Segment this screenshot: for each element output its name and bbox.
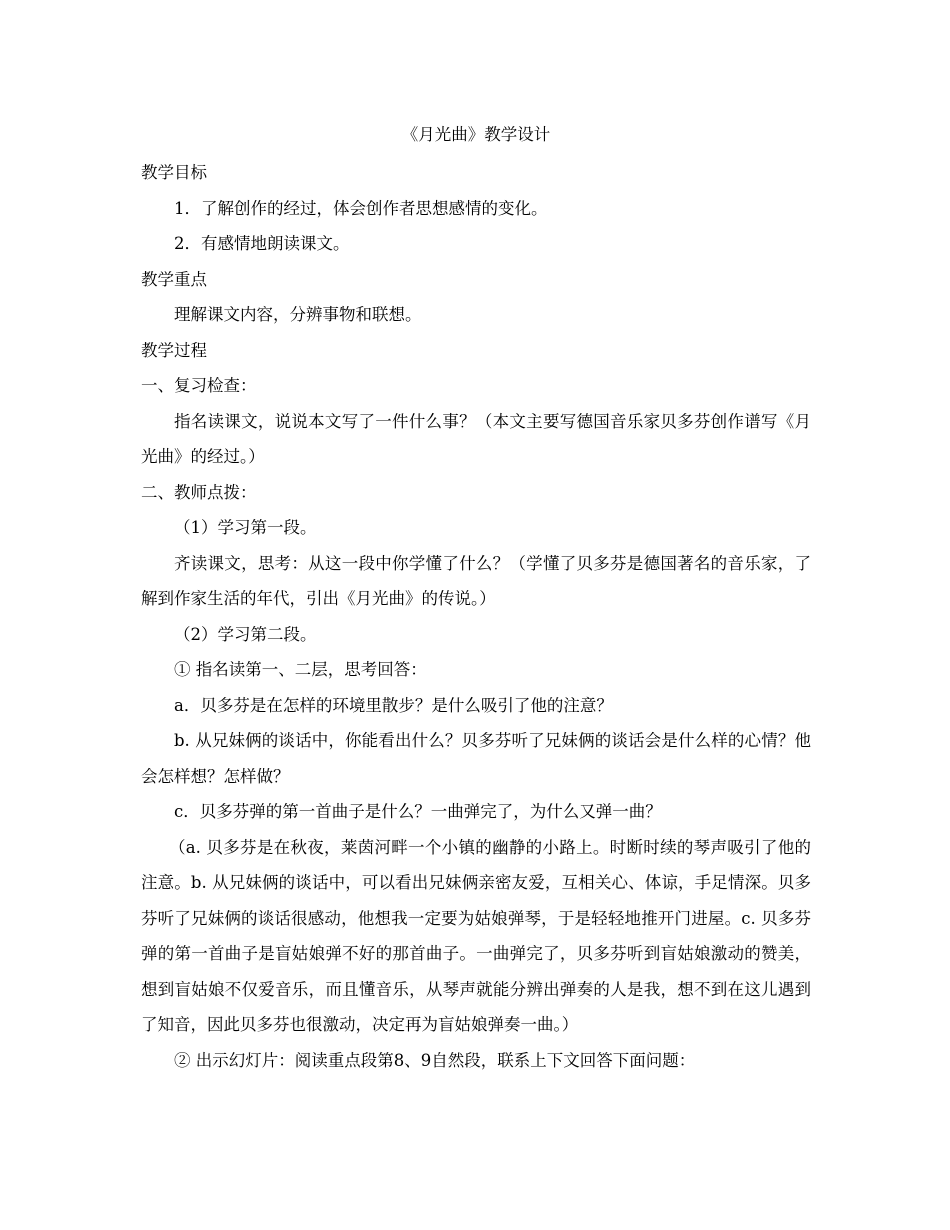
key-point-text: 理解课文内容，分辨事物和联想。 bbox=[174, 305, 422, 324]
answer-paragraph: （a. 贝多芬是在秋夜，莱茵河畔一个小镇的幽静的小路上。时断时续的琴声吸引了他的注意。b. 从兄妹俩的谈话中，可以看出兄妹俩亲密友爱，互相关心、体谅，手足情深。贝多芬听了兄妹俩的谈话很感动，他想我一定要为姑娘弹琴，于是轻轻地推开门进屋。c. 贝多芬弹的第一首曲子是盲姑娘弹不好的那首曲子。一曲弹完了，贝多芬听到盲姑娘激动的赞美，想到盲姑娘不仅爱音乐，而且懂音乐，从琴声就能分辨出弹奏的人是我，想不到在这儿遇到了知音，因此贝多芬也很激动，决定再为盲姑娘弹奏一曲。） bbox=[141, 837, 811, 1034]
slide-intro: ② 出示幻灯片：阅读重点段第8、9自然段，联系上下文回答下面问题： bbox=[174, 1050, 696, 1070]
step-review-text: 指名读课文，说说本文写了一件什么事？（本文主要写德国音乐家贝多芬创作谱写《月光曲》的经过。） bbox=[141, 411, 811, 466]
goal-item-2: 2．有感情地朗读课文。 bbox=[174, 234, 350, 253]
step-review-heading: 一、复习检查： bbox=[141, 376, 257, 395]
step-guidance-heading: 二、教师点拨： bbox=[141, 482, 257, 502]
question-b: b. 从兄妹俩的谈话中，你能看出什么？贝多芬听了兄妹俩的谈话会是什么样的心情？他会怎样想？怎样做？ bbox=[141, 731, 811, 786]
document-title: 《月光曲》教学设计 bbox=[401, 125, 551, 144]
question-a: a．贝多芬是在怎样的环境里散步？是什么吸引了他的注意？ bbox=[174, 695, 613, 715]
document-body bbox=[141, 121, 811, 1078]
goal-item-1: 1．了解创作的经过，体会创作者思想感情的变化。 bbox=[174, 198, 548, 218]
question-c: c．贝多芬弹的第一首曲子是什么？一曲弹完了，为什么又弹一曲？ bbox=[174, 802, 662, 821]
part-1-heading: （1）学习第一段。 bbox=[174, 518, 317, 537]
part-2-heading: （2）学习第二段。 bbox=[174, 624, 317, 644]
part-1-text: 齐读课文，思考：从这一段中你学懂了什么？（学懂了贝多芬是德国著名的音乐家，了解到作家生活的年代，引出《月光曲》的传说。） bbox=[141, 553, 811, 608]
question-intro: ① 指名读第一、二层，思考回答： bbox=[174, 660, 427, 679]
heading-teaching-key: 教学重点 bbox=[141, 269, 207, 289]
heading-teaching-process: 教学过程 bbox=[141, 340, 207, 360]
heading-teaching-goals: 教学目标 bbox=[141, 163, 207, 182]
